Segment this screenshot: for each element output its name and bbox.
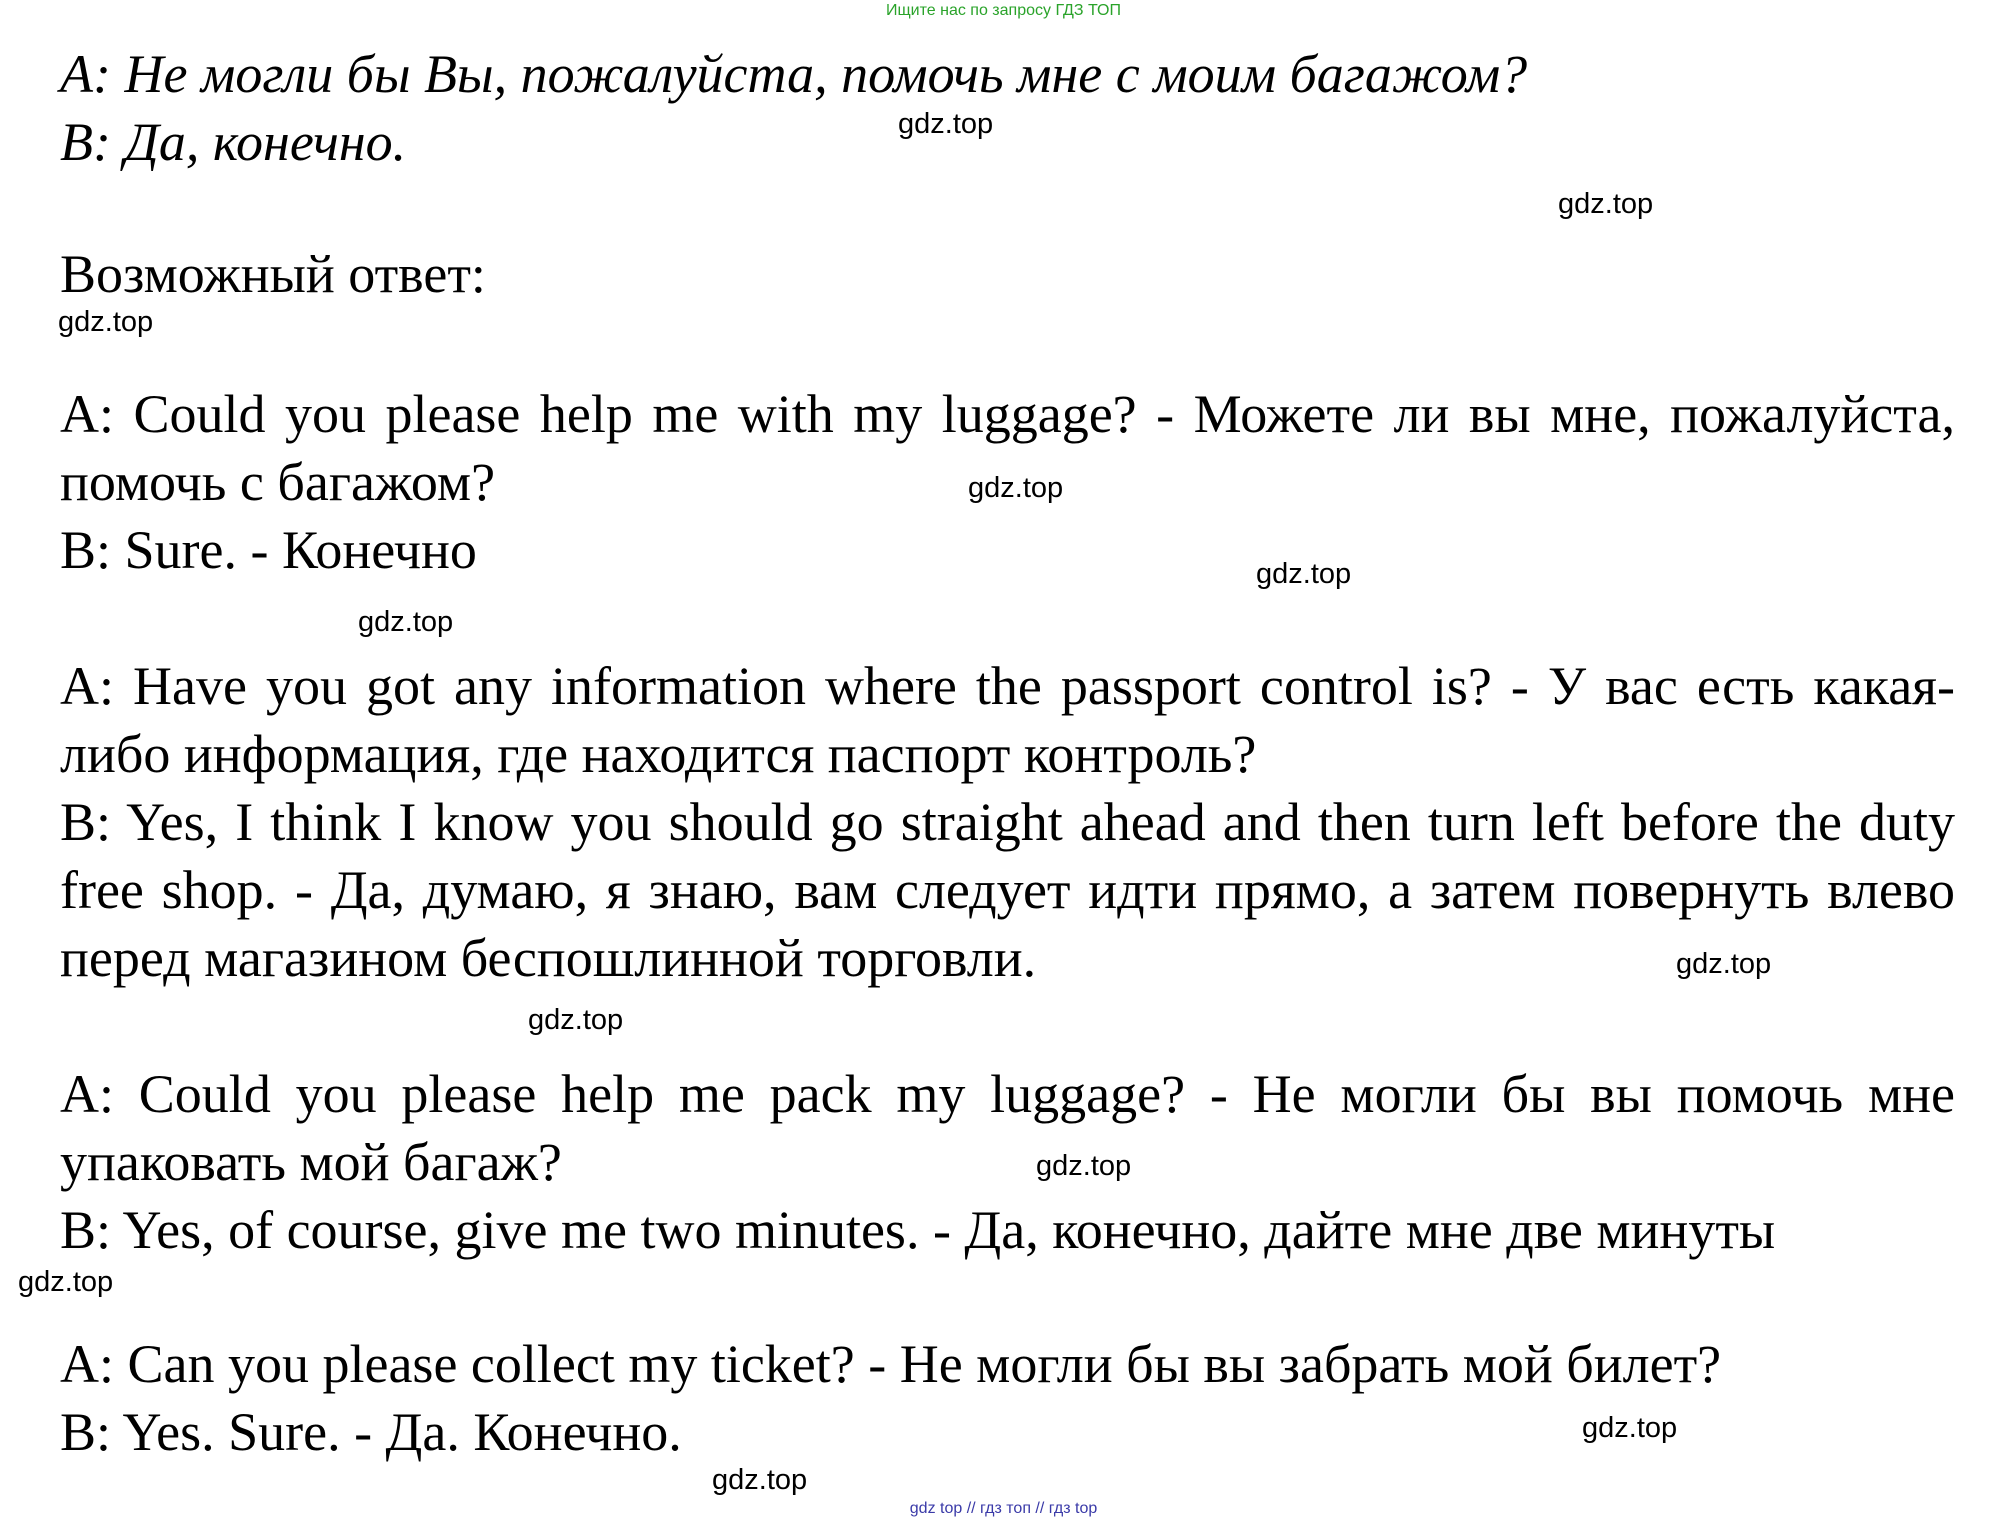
dialogue-1-line-b: B: Sure. - Конечно — [60, 520, 477, 580]
dialogue-4-line-a: A: Can you please collect my ticket? - Не могли бы вы забрать мой билет? — [60, 1334, 1722, 1394]
task-line-b: B: Да, конечно. — [60, 112, 407, 172]
dialogue-4-line-b: B: Yes. Sure. - Да. Конечно. — [60, 1402, 682, 1462]
watermark: gdz.top — [528, 1004, 624, 1036]
watermark: gdz.top — [58, 306, 154, 338]
watermark: gdz.top — [1558, 188, 1654, 220]
watermark: gdz.top — [1582, 1412, 1678, 1444]
watermark: gdz.top — [968, 472, 1064, 504]
bottom-banner: gdz top // гдз топ // гдз top — [909, 1500, 1098, 1517]
answer-heading: Возможный ответ: — [60, 244, 486, 304]
dialogue-2-line-b: B: Yes, I think I know you should go straight ahead and then turn left before the duty free shop. - Да, думаю, я знаю, вам следует идти прямо, а затем повернуть влево перед магазином беспошлинной торговли. — [60, 792, 1955, 988]
watermark: gdz.top — [358, 606, 454, 638]
dialogue-3-line-a: A: Could you please help me pack my luggage? - Не могли бы вы помочь мне упаковать мой багаж? — [60, 1064, 1955, 1192]
watermark: gdz.top — [1036, 1150, 1132, 1182]
watermark: gdz.top — [18, 1266, 114, 1298]
watermark: gdz.top — [1676, 948, 1772, 980]
task-line-a: A: Не могли бы Вы, пожалуйста, помочь мне с моим багажом? — [60, 44, 1528, 104]
dialogue-3-line-b: B: Yes, of course, give me two minutes. - Да, конечно, дайте мне две минуты — [60, 1200, 1776, 1260]
top-banner: Ищите нас по запросу ГДЗ ТОП — [886, 2, 1121, 19]
watermark: gdz.top — [898, 108, 994, 140]
watermark: gdz.top — [1256, 558, 1352, 590]
dialogue-1-line-a: A: Could you please help me with my luggage? - Можете ли вы мне, пожалуйста, помочь с багажом? — [60, 384, 1955, 512]
dialogue-2-line-a: A: Have you got any information where the passport control is? - У вас есть какая-либо информация, где находится паспорт контроль? — [60, 656, 1955, 784]
watermark: gdz.top — [712, 1464, 808, 1496]
